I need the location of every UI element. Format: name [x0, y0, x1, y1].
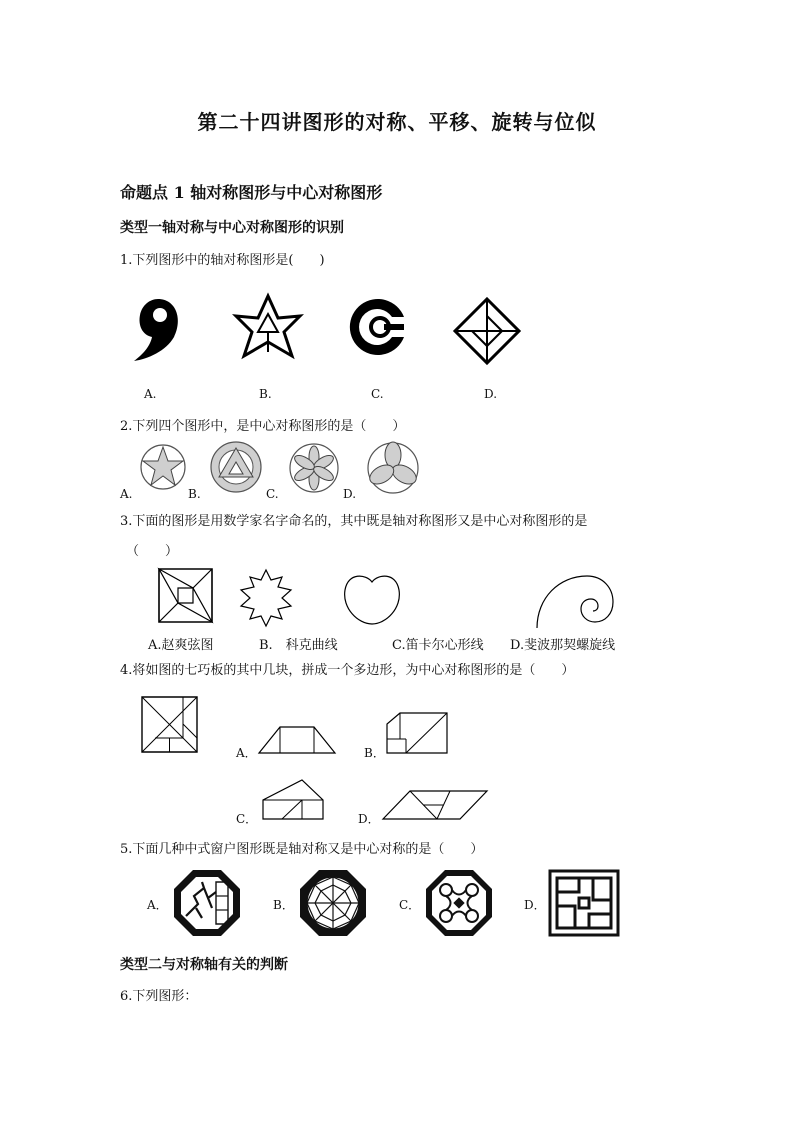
section-title: 命题点 1 轴对称图形与中心对称图形 — [120, 183, 383, 202]
q5-option-c[interactable]: C． — [399, 898, 421, 912]
q4-option-b[interactable]: B． — [364, 746, 385, 760]
q3-option-c[interactable]: C.笛卡尔心形线 — [392, 638, 484, 653]
pentagram-in-circle — [139, 443, 187, 491]
octagon-window-lattice — [298, 868, 368, 938]
paisley-figure — [128, 291, 188, 367]
q4-option-a[interactable]: A． — [236, 746, 257, 760]
question-3-stem-cont: （ ） — [126, 544, 179, 559]
q2-option-c[interactable]: C. — [266, 487, 279, 501]
pentagon-house — [262, 778, 324, 820]
q3-option-b[interactable]: B. 科克曲线 — [259, 638, 338, 653]
c-shape-figure — [346, 295, 410, 359]
q5-option-b[interactable]: B． — [273, 898, 294, 912]
question-4-stem: 4.将如图的七巧板的其中几块，拼成一个多边形，为中心对称图形的是（ ） — [120, 663, 575, 678]
type2-title: 类型二与对称轴有关的判断 — [120, 957, 288, 973]
question-3-stem: 3.下面的图形是用数学家名字命名的，其中既是轴对称图形又是中心对称图形的是 — [120, 514, 588, 529]
q1-option-b[interactable]: B. — [259, 387, 272, 401]
square-with-corner — [386, 712, 448, 754]
parallelogram — [382, 790, 488, 820]
q2-option-d[interactable]: D. — [343, 487, 357, 501]
type1-title: 类型一轴对称与中心对称图形的识别 — [120, 220, 344, 236]
q4-option-d[interactable]: D． — [358, 812, 380, 826]
tangram — [141, 696, 198, 753]
q3-option-a[interactable]: A.赵爽弦图 — [148, 638, 214, 653]
q1-option-c[interactable]: C. — [371, 387, 384, 401]
six-petal-flower — [288, 442, 340, 494]
q1-option-d[interactable]: D. — [484, 387, 498, 401]
q3-option-d[interactable]: D.斐波那契螺旋线 — [510, 638, 616, 653]
cardioid — [342, 572, 402, 626]
octagon-window-scroll — [424, 868, 494, 938]
pinwheel-square-figure — [452, 296, 522, 366]
star-figure — [234, 292, 302, 362]
q5-option-d[interactable]: D． — [524, 898, 546, 912]
question-1-stem: 1.下列图形中的轴对称图形是( ) — [120, 253, 325, 268]
trapezoid — [258, 726, 336, 754]
square-window-fret — [549, 870, 619, 936]
q2-option-a[interactable]: A. — [120, 487, 133, 501]
question-2-stem: 2.下列四个图形中，是中心对称图形的是（ ） — [120, 419, 406, 434]
zhao-shuang-diagram — [158, 568, 213, 623]
fibonacci-spiral — [535, 572, 615, 632]
q2-option-b[interactable]: B. — [188, 487, 201, 501]
q5-option-a[interactable]: A． — [147, 898, 168, 912]
question-5-stem: 5.下面几种中式窗户图形既是轴对称又是中心对称的是（ ） — [120, 842, 484, 857]
page-title: 第二十四讲图形的对称、平移、旋转与位似 — [197, 110, 597, 134]
q4-option-c[interactable]: C． — [236, 812, 258, 826]
q1-option-a[interactable]: A. — [144, 387, 157, 401]
triangle-in-circle — [209, 440, 263, 494]
octagon-window-plum — [172, 868, 242, 938]
three-leaf-circle — [366, 441, 420, 495]
question-6-stem: 6.下列图形： — [120, 989, 198, 1004]
koch-snowflake — [236, 568, 296, 628]
